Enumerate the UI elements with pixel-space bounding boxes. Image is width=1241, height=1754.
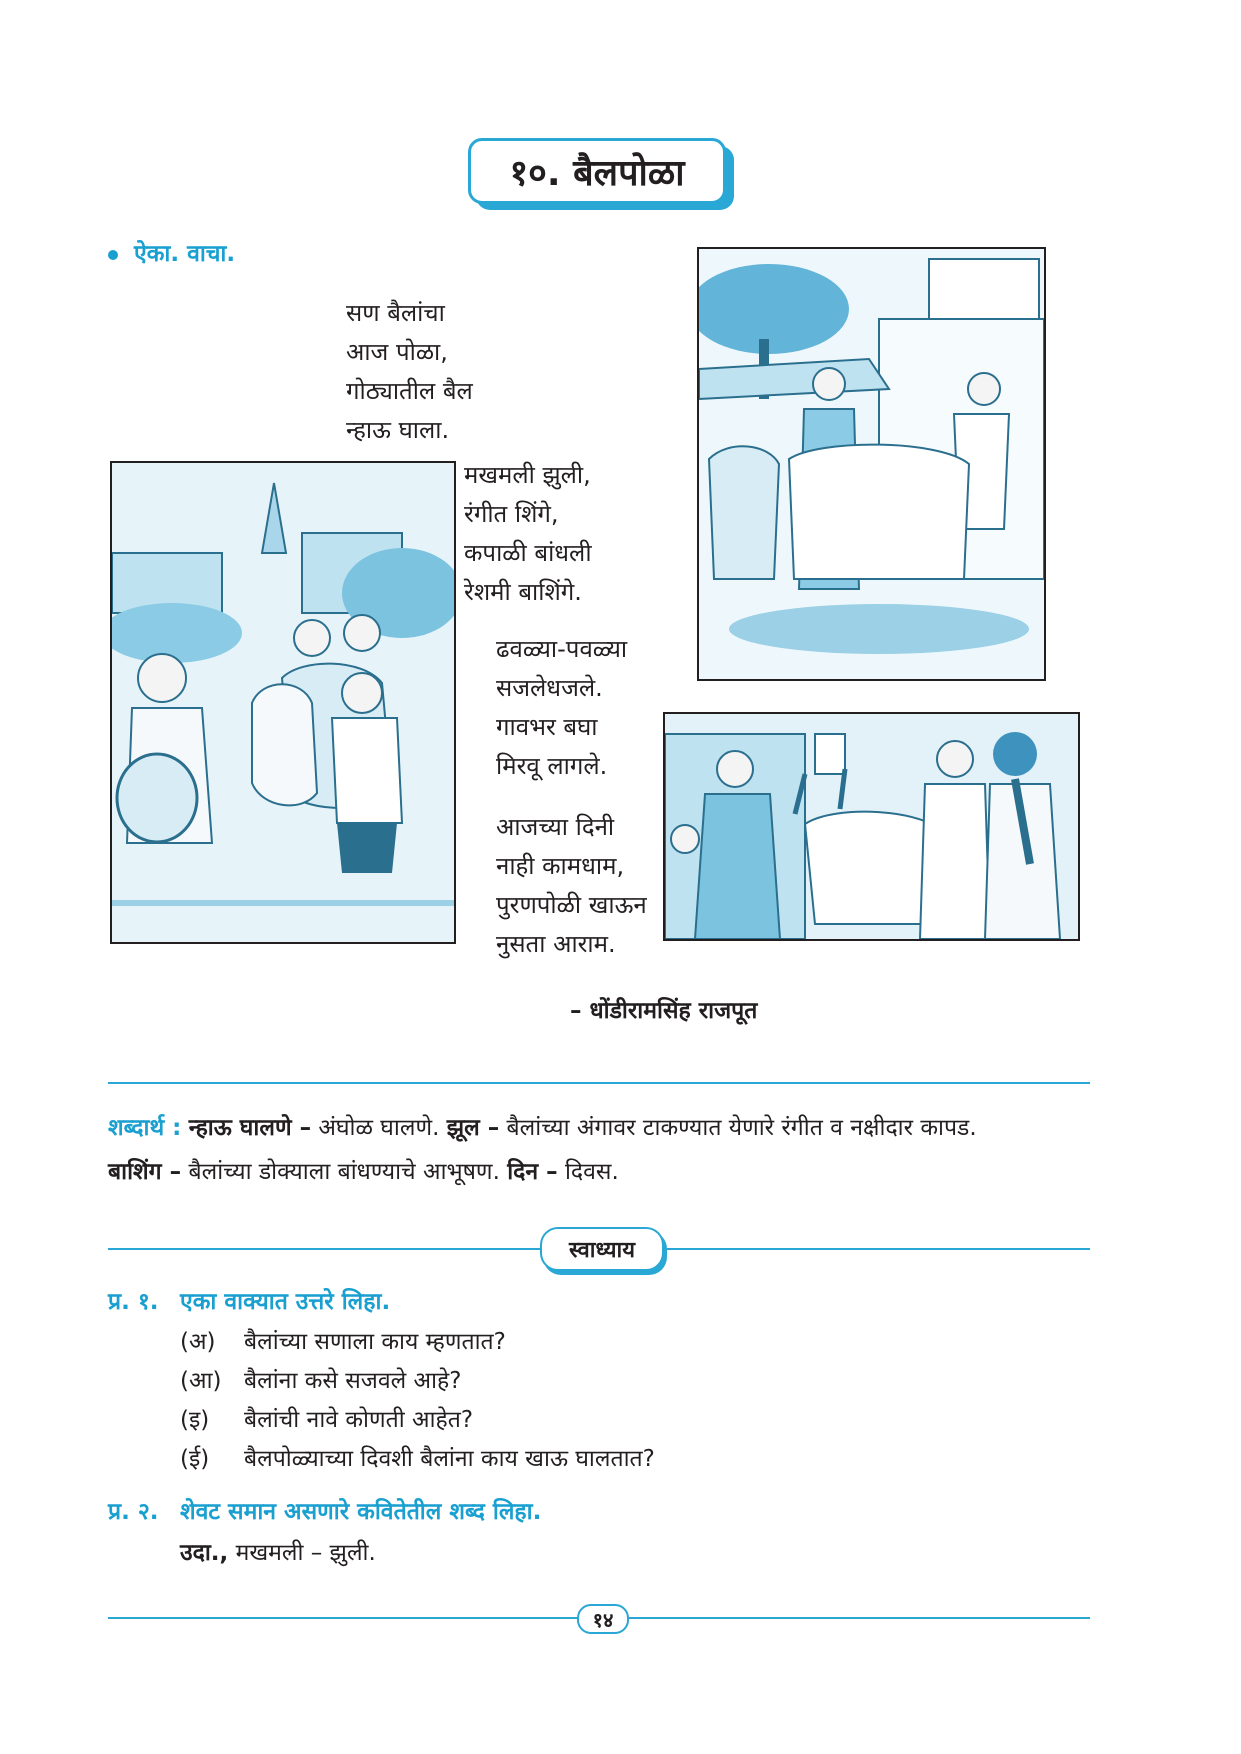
glossary-definition: बैलांच्या अंगावर टाकण्यात येणारे रंगीत व नक्षीदार कापड. bbox=[506, 1115, 977, 1141]
sub-question-text: बैलांच्या सणाला काय म्हणतात? bbox=[244, 1329, 506, 1355]
question-text: एका वाक्यात उत्तरे लिहा. bbox=[180, 1289, 391, 1315]
poem-line: मखमली झुली, bbox=[464, 461, 591, 489]
glossary-definition: अंघोळ घालणे. bbox=[318, 1115, 440, 1141]
page-number: १४ bbox=[577, 1604, 629, 1634]
divider bbox=[108, 1082, 1090, 1084]
glossary-definition: दिवस. bbox=[564, 1159, 619, 1185]
poem-line: नुसता आराम. bbox=[496, 930, 616, 958]
glossary-term: झूल – bbox=[446, 1115, 500, 1141]
sub-question bbox=[180, 1324, 506, 1356]
poem-line: मिरवू लागले. bbox=[496, 752, 608, 780]
sub-question-marker: (आ) bbox=[180, 1368, 222, 1394]
sub-question bbox=[180, 1441, 655, 1473]
poem-line: गावभर बघा bbox=[496, 713, 598, 741]
poem-stanza-4 bbox=[496, 808, 647, 964]
poem-author: – धोंडीरामसिंह राजपूत bbox=[570, 998, 758, 1024]
exercise-heading: स्वाध्याय bbox=[540, 1227, 664, 1271]
sub-question-text: बैलांची नावे कोणती आहेत? bbox=[244, 1407, 474, 1433]
procession-illustration bbox=[110, 461, 456, 944]
sub-question-text: बैलांना कसे सजवले आहे? bbox=[244, 1368, 462, 1394]
sub-question bbox=[180, 1402, 473, 1434]
sub-question-marker: (ई) bbox=[180, 1446, 210, 1472]
glossary-term: दिन – bbox=[507, 1159, 558, 1185]
poem-line: सजलेधजले. bbox=[496, 674, 603, 702]
poem-line: पुरणपोळी खाऊन bbox=[496, 891, 647, 919]
poem-line: गोठ्यातील बैल bbox=[346, 377, 473, 405]
glossary bbox=[108, 1106, 1098, 1194]
poem-line: आज पोळा, bbox=[346, 338, 448, 366]
question-text: शेवट समान असणारे कवितेतील शब्द लिहा. bbox=[180, 1499, 542, 1525]
sub-question-marker: (अ) bbox=[180, 1329, 216, 1355]
poem-line: ढवळ्या-पवळ्या bbox=[496, 635, 628, 663]
sub-question-text: बैलपोळ्याच्या दिवशी बैलांना काय खाऊ घालतात? bbox=[244, 1446, 655, 1472]
example bbox=[180, 1535, 376, 1567]
poem-line: कपाळी बांधली bbox=[464, 539, 592, 567]
poem-line: सण बैलांचा bbox=[346, 299, 445, 327]
sub-question-marker: (इ) bbox=[180, 1407, 210, 1433]
glossary-term: बाशिंग – bbox=[108, 1159, 182, 1185]
instruction bbox=[108, 236, 235, 268]
glossary-definition: बैलांच्या डोक्याला बांधण्याचे आभूषण. bbox=[188, 1159, 500, 1185]
poem-stanza-1 bbox=[346, 294, 473, 450]
instruction-text: ऐका. वाचा. bbox=[134, 241, 236, 267]
example-label: उदा., bbox=[180, 1540, 229, 1566]
bullet-icon bbox=[108, 250, 118, 260]
question-2 bbox=[108, 1494, 541, 1526]
poem-line: आजच्या दिनी bbox=[496, 813, 615, 841]
glossary-term: न्हाऊ घालणे – bbox=[188, 1115, 312, 1141]
feeding-bulls-illustration bbox=[663, 712, 1080, 941]
poem-line: रेशमी बाशिंगे. bbox=[464, 578, 582, 606]
bathing-bull-illustration bbox=[697, 247, 1046, 681]
sub-question bbox=[180, 1363, 461, 1395]
glossary-label: शब्दार्थ : bbox=[108, 1115, 182, 1141]
poem-line: न्हाऊ घाला. bbox=[346, 416, 450, 444]
question-number: प्र. २. bbox=[108, 1499, 159, 1525]
poem-stanza-3 bbox=[496, 630, 627, 786]
poem-line: रंगीत शिंगे, bbox=[464, 500, 559, 528]
lesson-title: १०. बैलपोळा bbox=[468, 138, 726, 204]
poem-stanza-2 bbox=[464, 456, 592, 612]
question-number: प्र. १. bbox=[108, 1289, 159, 1315]
poem-line: नाही कामधाम, bbox=[496, 852, 625, 880]
example-text: मखमली – झुली. bbox=[235, 1540, 376, 1566]
question-1 bbox=[108, 1284, 390, 1316]
